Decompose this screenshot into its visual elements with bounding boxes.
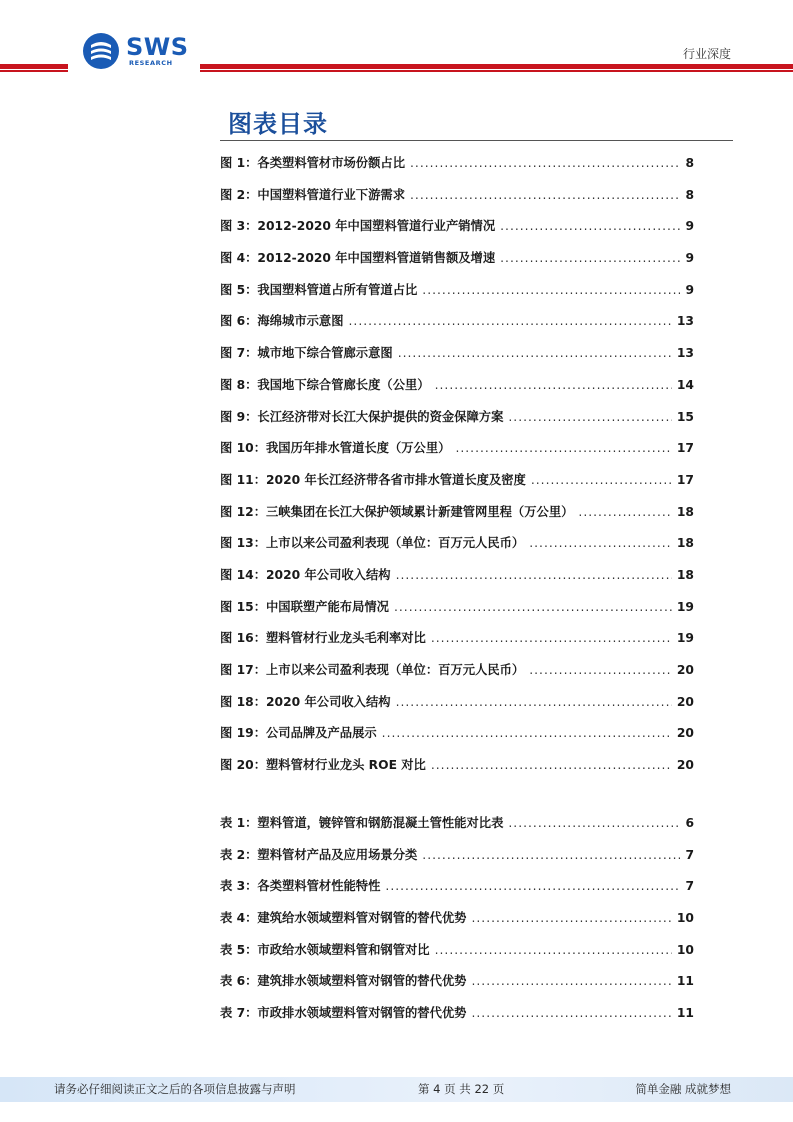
toc-entry-label: 图 17：上市以来公司盈利表现（单位：百万元人民币） xyxy=(220,663,525,677)
header-rule-right-thin xyxy=(200,70,793,72)
toc-entry-page: 8 xyxy=(685,156,694,170)
toc-entry-figure-11[interactable] xyxy=(220,470,694,502)
toc-entry-label: 图 1：各类塑料管材市场份额占比 xyxy=(220,156,405,170)
toc-entry-label: 图 14：2020 年公司收入结构 xyxy=(220,567,391,582)
dot-leader xyxy=(508,410,672,424)
toc-entry-page: 11 xyxy=(676,1006,694,1021)
toc-entry-table-1[interactable] xyxy=(220,813,694,845)
title-divider xyxy=(220,140,733,141)
toc-entry-page: 20 xyxy=(676,663,694,677)
toc-entry-table-6[interactable] xyxy=(220,971,694,1003)
dot-leader xyxy=(396,695,672,709)
toc-entry-label: 表 3：各类塑料管材性能特性 xyxy=(220,879,381,894)
toc-entry-label: 表 7：市政排水领域塑料管对钢管的替代优势 xyxy=(220,1006,467,1021)
toc-entry-page: 18 xyxy=(676,567,694,582)
dot-leader xyxy=(431,758,672,772)
toc-entry-figure-14[interactable] xyxy=(220,565,694,597)
toc-entry-label: 表 6：建筑排水领域塑料管对钢管的替代优势 xyxy=(220,974,467,989)
toc-entry-table-2[interactable] xyxy=(220,845,694,877)
toc-entry-figure-1[interactable] xyxy=(220,153,694,185)
dot-leader xyxy=(394,600,672,614)
toc-entry-figure-12[interactable] xyxy=(220,502,694,534)
dot-leader xyxy=(508,816,680,830)
toc-entry-label: 图 11：2020 年长江经济带各省市排水管道长度及密度 xyxy=(220,472,526,487)
footer-page-number: 第 4 页 共 22 页 xyxy=(418,1082,505,1096)
toc-entry-label: 表 4：建筑给水领域塑料管对钢管的替代优势 xyxy=(220,911,467,926)
toc-entry-label: 图 12：三峡集团在长江大保护领域累计新建管网里程（万公里） xyxy=(220,504,574,519)
toc-entry-page: 7 xyxy=(685,847,694,862)
toc-entry-table-4[interactable] xyxy=(220,908,694,940)
toc-entry-label: 图 6：海绵城市示意图 xyxy=(220,314,344,329)
toc-entry-table-3[interactable] xyxy=(220,876,694,908)
toc-entry-figure-6[interactable] xyxy=(220,311,694,343)
toc-entry-label: 图 9：长江经济带对长江大保护提供的资金保障方案 xyxy=(220,409,504,424)
header-rule-right xyxy=(200,64,793,69)
toc-entry-page: 20 xyxy=(676,726,694,741)
dot-leader xyxy=(410,156,680,170)
toc-entry-label: 图 2：中国塑料管道行业下游需求 xyxy=(220,187,405,202)
toc-entry-page: 15 xyxy=(676,409,694,424)
toc-entry-page: 19 xyxy=(676,631,694,646)
toc-entry-label: 图 18：2020 年公司收入结构 xyxy=(220,694,391,709)
toc-entry-figure-4[interactable] xyxy=(220,248,694,280)
toc-entry-page: 10 xyxy=(676,942,694,957)
toc-entry-page: 20 xyxy=(676,694,694,709)
toc-entry-label: 图 4：2012-2020 年中国塑料管道销售额及增速 xyxy=(220,251,496,266)
dot-leader xyxy=(382,726,672,740)
toc-entry-label: 图 20：塑料管材行业龙头 ROE 对比 xyxy=(220,758,426,773)
toc-entry-figure-16[interactable] xyxy=(220,628,694,660)
toc-entry-table-5[interactable] xyxy=(220,940,694,972)
toc-entry-page: 6 xyxy=(685,816,694,830)
toc-entry-page: 9 xyxy=(685,219,694,234)
toc-entry-figure-13[interactable] xyxy=(220,533,694,565)
toc-entry-page: 18 xyxy=(676,504,694,519)
toc-entry-page: 18 xyxy=(676,536,694,551)
toc-entry-figure-17[interactable] xyxy=(220,660,694,692)
dot-leader xyxy=(531,473,672,487)
dot-leader xyxy=(410,188,680,202)
dot-leader xyxy=(422,283,680,297)
toc-entry-page: 8 xyxy=(685,187,694,202)
toc-entry-page: 19 xyxy=(676,599,694,614)
toc-entry-figure-2[interactable] xyxy=(220,185,694,217)
toc-entry-page: 10 xyxy=(676,911,694,926)
dot-leader xyxy=(431,631,672,645)
dot-leader xyxy=(396,568,672,582)
dot-leader xyxy=(385,879,680,893)
dot-leader xyxy=(578,505,671,519)
dot-leader xyxy=(422,848,680,862)
toc-entry-page: 13 xyxy=(676,346,694,361)
sws-logo-icon xyxy=(82,32,120,70)
dot-leader xyxy=(500,251,680,265)
toc-entry-label: 图 16：塑料管材行业龙头毛利率对比 xyxy=(220,631,426,646)
toc-entry-label: 图 19：公司品牌及产品展示 xyxy=(220,726,377,741)
toc-entry-page: 17 xyxy=(676,472,694,487)
dot-leader xyxy=(455,441,671,455)
toc-entry-figure-19[interactable] xyxy=(220,723,694,755)
dot-leader xyxy=(435,943,672,957)
header-rule-left-thin xyxy=(0,70,68,72)
toc-entry-figure-5[interactable] xyxy=(220,280,694,312)
toc-title: 图表目录 xyxy=(228,110,328,138)
toc-entry-label: 图 8：我国地下综合管廊长度（公里） xyxy=(220,377,430,392)
toc-entry-figure-10[interactable] xyxy=(220,438,694,470)
sws-logo xyxy=(82,32,192,72)
dot-leader xyxy=(529,663,672,677)
toc-entry-page: 20 xyxy=(676,758,694,773)
toc-entry-figure-20[interactable] xyxy=(220,755,694,787)
toc-entry-figure-18[interactable] xyxy=(220,692,694,724)
toc-entry-page: 14 xyxy=(676,377,694,392)
toc-entry-page: 7 xyxy=(685,879,694,894)
toc-entry-figure-15[interactable] xyxy=(220,597,694,629)
header-rule-left xyxy=(0,64,68,69)
toc-entry-label: 图 13：上市以来公司盈利表现（单位：百万元人民币） xyxy=(220,536,525,551)
dot-leader xyxy=(529,536,672,550)
toc-entry-label: 表 5：市政给水领域塑料管和钢管对比 xyxy=(220,942,430,957)
dot-leader xyxy=(471,974,671,988)
toc-entry-label: 表 1：塑料管道，镀锌管和钢筋混凝土管性能对比表 xyxy=(220,816,504,830)
toc-entry-page: 17 xyxy=(676,441,694,456)
toc-entry-label: 图 7：城市地下综合管廊示意图 xyxy=(220,346,393,361)
dot-leader xyxy=(471,1006,671,1020)
toc-entry-figure-7[interactable] xyxy=(220,343,694,375)
footer-slogan: 简单金融 成就梦想 xyxy=(635,1082,731,1096)
toc-entry-table-7[interactable] xyxy=(220,1003,694,1035)
toc-entry-figure-3[interactable] xyxy=(220,216,694,248)
toc-entry-label: 图 10：我国历年排水管道长度（万公里） xyxy=(220,441,451,456)
footer-disclaimer: 请务必仔细阅读正文之后的各项信息披露与声明 xyxy=(54,1082,296,1096)
dot-leader xyxy=(398,346,672,360)
figure-list xyxy=(220,153,694,787)
toc-entry-label: 图 5：我国塑料管道占所有管道占比 xyxy=(220,282,418,297)
toc-entry-page: 9 xyxy=(685,282,694,297)
dot-leader xyxy=(435,378,672,392)
document-type: 行业深度 xyxy=(682,47,731,61)
dot-leader xyxy=(500,219,680,233)
page-header xyxy=(0,0,793,80)
logo-subtext: RESEARCH xyxy=(129,59,173,67)
toc-entry-page: 9 xyxy=(685,251,694,266)
dot-leader xyxy=(471,911,671,925)
dot-leader xyxy=(349,314,672,328)
toc-entry-page: 13 xyxy=(676,314,694,329)
toc-entry-label: 表 2：塑料管材产品及应用场景分类 xyxy=(220,847,418,862)
toc-entry-label: 图 15：中国联塑产能布局情况 xyxy=(220,599,389,614)
toc-entry-label: 图 3：2012-2020 年中国塑料管道行业产销情况 xyxy=(220,219,496,234)
toc-entry-figure-9[interactable] xyxy=(220,407,694,439)
toc-entry-figure-8[interactable] xyxy=(220,375,694,407)
table-list xyxy=(220,813,694,1035)
logo-text: SWS xyxy=(126,33,189,61)
toc-entry-page: 11 xyxy=(676,974,694,989)
